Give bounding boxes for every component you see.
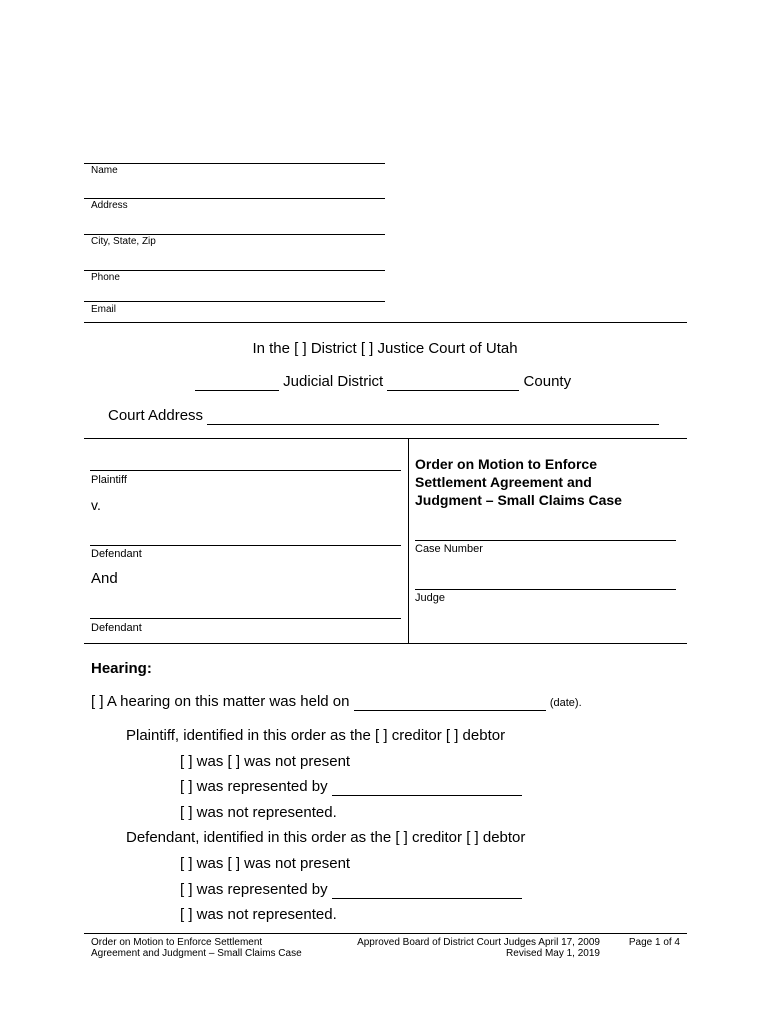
- judicial-district-line: [195, 373, 571, 391]
- plaintiff-represented-text: [ ] was represented by: [180, 778, 328, 795]
- plaintiff-represented-line: [180, 778, 522, 796]
- hearing-held-text: [ ] A hearing on this matter was held on: [91, 693, 350, 710]
- footer-approved-line: Approved Board of District Court Judges April 17, 2009: [357, 937, 600, 948]
- defendant-line[interactable]: [90, 545, 401, 546]
- defendant-not-represented-line: [ ] was not represented.: [180, 906, 337, 923]
- defendant2-label: Defendant: [91, 622, 142, 634]
- plaintiff-label: Plaintiff: [91, 474, 127, 486]
- city-state-zip-line[interactable]: [84, 234, 385, 235]
- case-number-label: Case Number: [415, 543, 483, 555]
- judge-label: Judge: [415, 592, 445, 604]
- caption-bottom-border: [84, 643, 687, 644]
- court-address-label: Court Address: [108, 407, 204, 424]
- order-title-line2: Settlement Agreement and: [415, 474, 592, 490]
- defendant-attorney-blank[interactable]: [332, 881, 522, 899]
- defendant2-line[interactable]: [90, 618, 401, 619]
- hearing-held-line: [91, 693, 582, 711]
- plaintiff-line[interactable]: [90, 470, 401, 471]
- email-label: Email: [91, 304, 117, 315]
- footer-form-title-line1: Order on Motion to Enforce Settlement: [91, 937, 263, 948]
- defendant-represented-line: [180, 881, 522, 899]
- court-line: In the [ ] District [ ] Justice Court of Utah: [252, 340, 518, 357]
- caption-divider: [408, 438, 409, 643]
- plaintiff-role-line: Plaintiff, identified in this order as the [ ] creditor [ ] debtor: [126, 727, 506, 744]
- versus-text: v.: [91, 497, 101, 513]
- plaintiff-attorney-blank[interactable]: [332, 778, 522, 796]
- email-line[interactable]: [84, 301, 385, 302]
- plaintiff-not-represented-line: [ ] was not represented.: [180, 804, 337, 821]
- name-line[interactable]: [84, 163, 385, 164]
- footer-revised-line: Revised May 1, 2019: [506, 948, 600, 959]
- defendant-present-line: [ ] was [ ] was not present: [180, 855, 351, 872]
- phone-label: Phone: [91, 272, 120, 283]
- order-title-line3: Judgment – Small Claims Case: [415, 492, 622, 508]
- judicial-district-label: Judicial District: [283, 373, 384, 390]
- order-title-line1: Order on Motion to Enforce: [415, 456, 597, 472]
- judge-line[interactable]: [415, 589, 676, 590]
- case-number-line[interactable]: [415, 540, 676, 541]
- hearing-heading: Hearing:: [91, 660, 152, 677]
- plaintiff-present-line: [ ] was [ ] was not present: [180, 753, 351, 770]
- footer-divider: [84, 933, 687, 934]
- county-blank[interactable]: [387, 373, 519, 391]
- hearing-date-label: (date).: [549, 697, 582, 709]
- footer-page-number: Page 1 of 4: [628, 937, 680, 948]
- county-label: County: [523, 373, 572, 390]
- address-line[interactable]: [84, 198, 385, 199]
- caption-top-border: [84, 438, 687, 439]
- court-address-blank[interactable]: [207, 407, 659, 425]
- header-divider: [84, 322, 687, 323]
- defendant-role-line: Defendant, identified in this order as the [ ] creditor [ ] debtor: [126, 829, 526, 846]
- judicial-district-blank[interactable]: [195, 373, 279, 391]
- name-label: Name: [91, 165, 118, 176]
- defendant-represented-text: [ ] was represented by: [180, 881, 328, 898]
- footer-form-title-line2: Agreement and Judgment – Small Claims Case: [91, 948, 302, 959]
- and-text: And: [91, 570, 118, 587]
- defendant-label: Defendant: [91, 548, 142, 560]
- hearing-date-blank[interactable]: [354, 693, 546, 711]
- address-label: Address: [91, 200, 128, 211]
- court-address-line: [108, 407, 659, 425]
- city-state-zip-label: City, State, Zip: [91, 236, 156, 247]
- phone-line[interactable]: [84, 270, 385, 271]
